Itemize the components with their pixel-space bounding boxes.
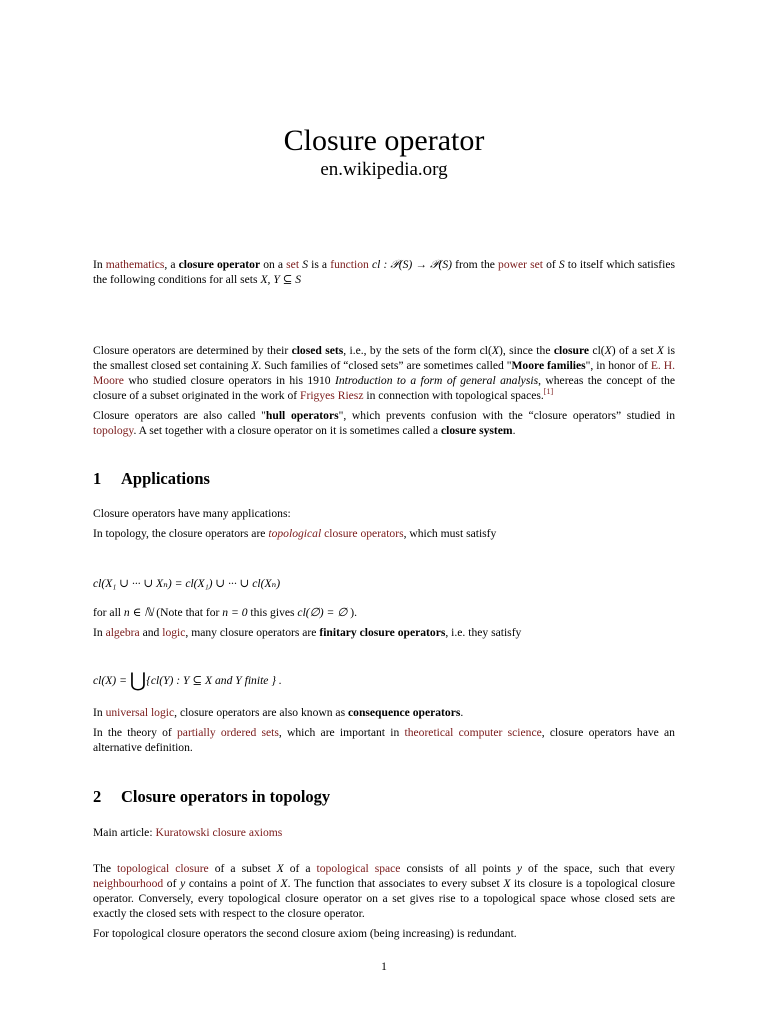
- page-title: Closure operator: [283, 124, 485, 157]
- link-eh-moore[interactable]: E. H. Moore: [93, 359, 676, 387]
- formula-cl-powerset: cl : 𝒫(S) → 𝒫(S): [371, 258, 452, 271]
- link-neighbourhood[interactable]: neighbourhood: [93, 877, 164, 890]
- link-power-set[interactable]: power set: [498, 258, 543, 271]
- link-topological-closure[interactable]: topological closure: [117, 862, 209, 875]
- equation-finitary: cl(X) = ⋃{cl(Y) : Y ⊆ X and Y finite } .: [93, 670, 282, 692]
- link-mathematics[interactable]: mathematics: [105, 258, 165, 271]
- topology-body: The topological closure of a subset X of a topological space consists of all points y of the space, such that every neighbourhood of y contains a point of X. The function that associates to every subset X its closure is a topological closure operator. Conversely, every topological closure operator on a set gives rise to a topological space whose closed sets are exactly the closed sets with respect to the closure operator. For topological closure operators the second closure axiom (being increasing) is redundant.: [93, 862, 676, 940]
- link-topology[interactable]: topology: [93, 424, 134, 437]
- closed-sets-paragraph: Closure operators are determined by their closed sets, i.e., by the sets of the form cl(X), since the closure cl(X) of a set X is the smallest closed set containing X. Such families of “closed sets” are sometimes called "Moore families", in honor of E. H. Moore who studied closure operators in his 1910 Introduction to a form of general analysis, whereas the concept of the closure of a subset originated in the work of Frigyes Riesz in connection with topological spaces.[1] Closure operators are also called "hull operators", which prevents confusion with the “closure operators” studied in topology. A set together with a closure operator on it is sometimes called a closure system.: [93, 344, 676, 437]
- link-frigyes-riesz[interactable]: Frigyes Riesz: [300, 389, 364, 402]
- section-heading-topology: 2 Closure operators in topology: [93, 787, 331, 806]
- link-topological[interactable]: topological: [268, 527, 322, 540]
- page-subtitle: en.wikipedia.org: [320, 159, 448, 180]
- equation-finite-union: cl(X₁ ∪ ··· ∪ Xₙ) = cl(X₁) ∪ ··· ∪ cl(Xₙ): [93, 577, 281, 590]
- main-article-note: Main article: Kuratowski closure axioms: [93, 826, 283, 839]
- formula-xy-subset: X, Y ⊆ S: [260, 273, 302, 286]
- applications-logic: In universal logic, closure operators are also known as consequence operators. In the theory of partially ordered sets, which are important in theoretical computer science, closure operators have an alternative definition.: [93, 706, 675, 754]
- link-algebra[interactable]: algebra: [105, 626, 140, 639]
- applications-body: for all n ∈ ℕ (Note that for n = 0 this gives cl(∅) = ∅ ). In algebra and logic, many closure operators are finitary closure operators, i.e. they satisfy: [93, 606, 522, 639]
- link-function[interactable]: function: [330, 258, 369, 271]
- link-set[interactable]: set: [286, 258, 300, 271]
- page-number: 1: [381, 961, 387, 973]
- link-logic[interactable]: logic: [162, 626, 186, 639]
- applications-intro: Closure operators have many applications: In topology, the closure operators are topological closure operators, which must satisfy: [93, 507, 497, 540]
- link-theoretical-computer-science[interactable]: theoretical computer science: [404, 726, 542, 739]
- link-closure-operators[interactable]: closure operators: [324, 527, 404, 540]
- link-topological-space[interactable]: topological space: [316, 862, 401, 875]
- section-heading-applications: 1 Applications: [93, 469, 210, 488]
- link-partially-ordered-sets[interactable]: partially ordered sets: [177, 726, 279, 739]
- intro-paragraph: In mathematics, a closure operator on a set S is a function cl : 𝒫(S) → 𝒫(S) from the power set of S to itself which satisfies the following conditions for all sets X, Y ⊆ S: [93, 258, 676, 286]
- link-kuratowski-closure-axioms[interactable]: Kuratowski closure axioms: [155, 826, 283, 839]
- link-universal-logic[interactable]: universal logic: [105, 706, 175, 719]
- reference-1[interactable]: [1]: [543, 387, 554, 397]
